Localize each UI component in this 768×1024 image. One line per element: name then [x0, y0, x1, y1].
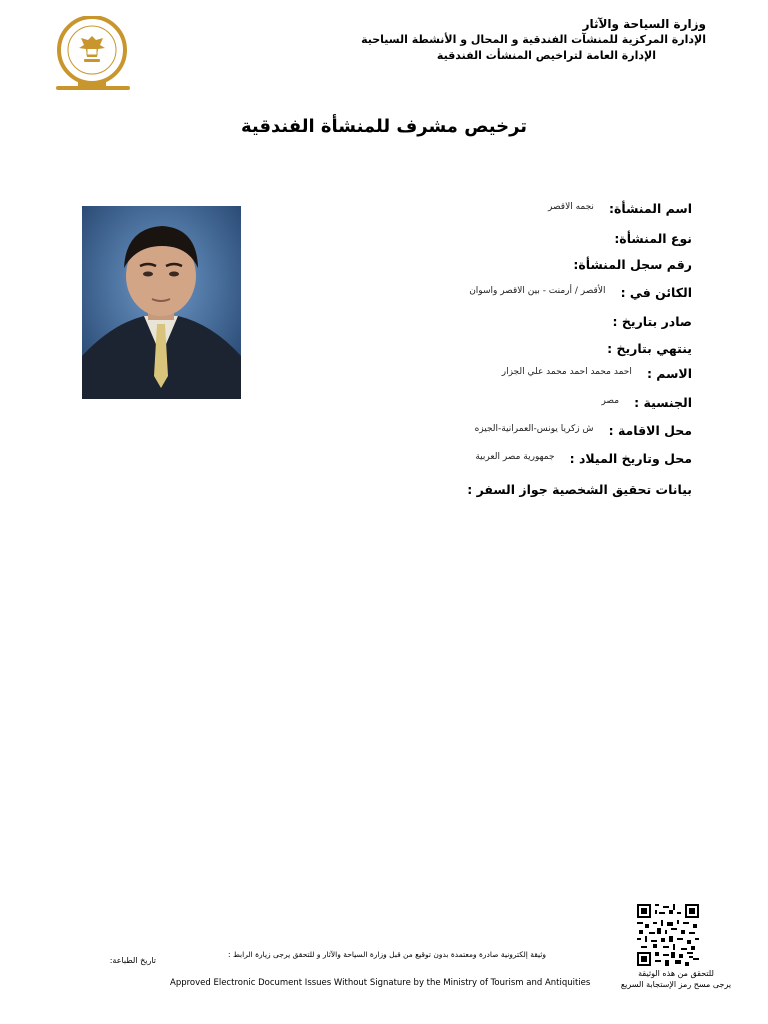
facility-name-value: نجمه الاقصر	[548, 202, 594, 212]
location-value: الأقصر / أرمنت - بين الاقصر واسوان	[469, 286, 606, 296]
location-row	[469, 282, 692, 301]
arabic-footer-note: وثيقة إلكترونية صادرة ومعتمدة بدون توقيع من قبل وزارة السياحة والآثار و للتحقق يرجى زيارة الرابط :	[228, 950, 546, 959]
print-date-label: تاريخ الطباعة:	[109, 956, 156, 965]
ministry-logo	[54, 16, 132, 96]
holder-name-row	[502, 363, 692, 382]
qr-caption-line2: يرجى مسح رمز الإستجابة السريع	[620, 980, 732, 989]
expiry-date-label: ينتهي بتاريخ :	[607, 341, 692, 356]
residence-label: محل الاقامة :	[608, 423, 692, 438]
holder-photo	[82, 206, 241, 399]
registry-number-row	[563, 254, 692, 273]
english-footer-note: Approved Electronic Document Issues Without Signature by the Ministry of Tourism and Antiquities	[170, 978, 591, 988]
birth-place-date-label: محل وتاريخ الميلاد :	[569, 451, 692, 466]
holder-name-value: احمد محمد احمد محمد علي الجزار	[501, 367, 632, 377]
general-administration: الإدارة العامة لتراخيص المنشأت الفندقية	[436, 49, 656, 62]
issued-date-row	[603, 311, 692, 330]
holder-name-label: الاسم :	[646, 366, 692, 381]
residence-row	[475, 420, 692, 439]
nationality-label: الجنسية :	[634, 395, 692, 410]
document-title: ترخيص مشرف للمنشأة الفندقية	[240, 116, 528, 137]
facility-name-row	[548, 198, 692, 217]
birth-place-date-value: جمهورية مصر العربية	[475, 452, 555, 462]
facility-name-label: اسم المنشأة:	[609, 201, 692, 216]
header-block	[286, 16, 706, 64]
birth-place-date-row	[475, 448, 692, 467]
qr-code[interactable]	[637, 904, 699, 966]
nationality-row	[601, 392, 692, 411]
registry-number-label: رقم سجل المنشأة:	[573, 257, 692, 272]
residence-value: ش زكريا يونس-العمرانية-الجيزه	[474, 424, 594, 434]
ministry-name: وزارة السياحة والآثار	[582, 17, 706, 31]
id-verification-row	[457, 479, 692, 498]
id-verification-label: بيانات تحقيق الشخصية جواز السفر :	[467, 482, 692, 497]
issued-date-label: صادر بتاريخ :	[612, 314, 692, 329]
location-label: الكائن في :	[620, 285, 692, 300]
expiry-date-row	[597, 338, 692, 357]
facility-type-row	[604, 228, 692, 247]
central-administration: الإدارة المركزية للمنشآت الفندقية و المحال و الأنشطة السياحية	[361, 33, 706, 46]
nationality-value: مصر	[601, 396, 620, 406]
qr-caption	[620, 968, 732, 990]
qr-caption-line1: للتحقق من هذه الوثيقة	[638, 969, 714, 978]
facility-type-label: نوع المنشأة:	[614, 231, 692, 246]
